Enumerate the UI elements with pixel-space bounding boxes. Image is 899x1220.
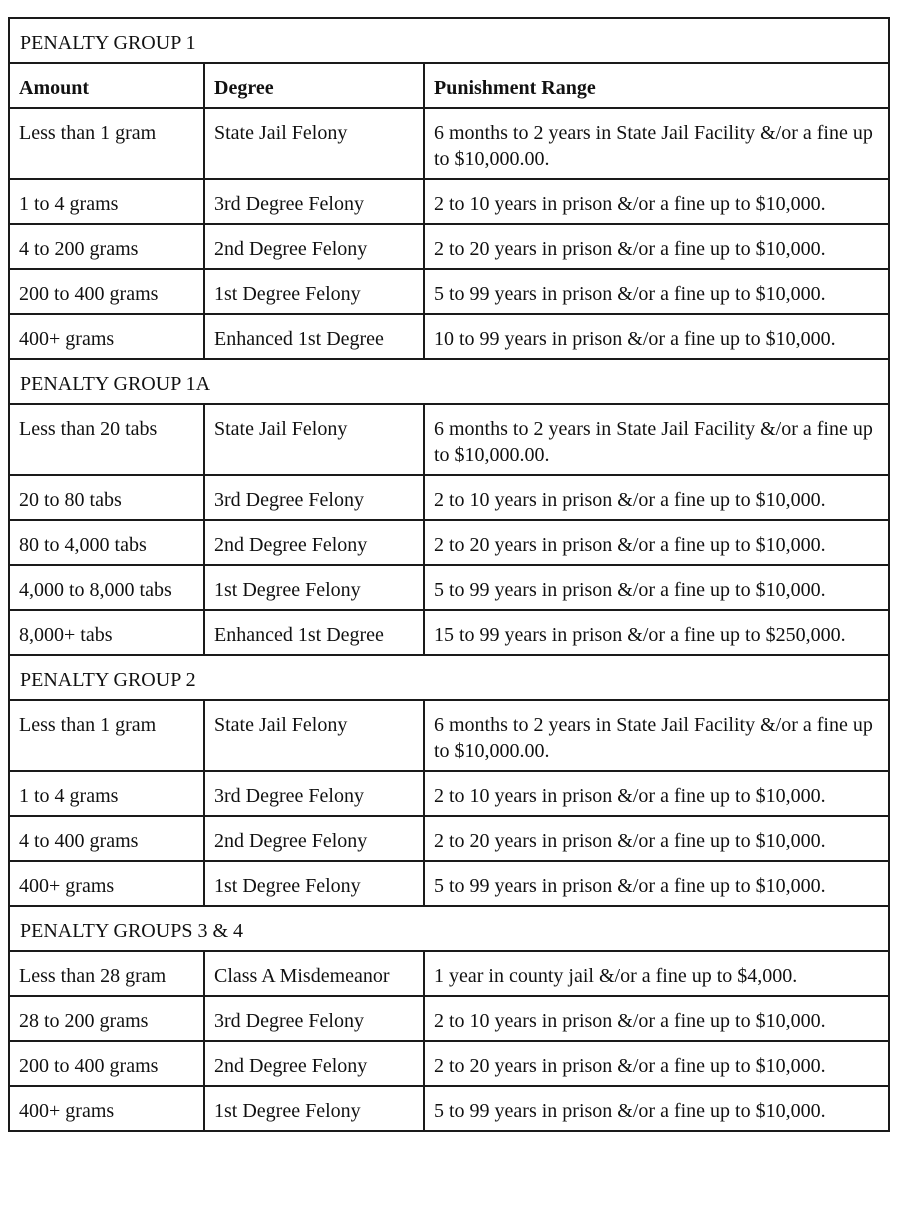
degree-cell: 1st Degree Felony <box>204 565 424 610</box>
amount-cell: 1 to 4 grams <box>9 179 204 224</box>
degree-cell: 1st Degree Felony <box>204 269 424 314</box>
group-title: PENALTY GROUP 1A <box>9 359 889 404</box>
table-row <box>9 224 889 269</box>
table-row <box>9 108 889 179</box>
group-title: PENALTY GROUP 1 <box>9 18 889 63</box>
degree-cell: 2nd Degree Felony <box>204 1041 424 1086</box>
amount-cell: 4 to 200 grams <box>9 224 204 269</box>
degree-cell: State Jail Felony <box>204 700 424 771</box>
punishment-cell: 5 to 99 years in prison &/or a fine up to $10,000. <box>424 861 889 906</box>
table-row <box>9 700 889 771</box>
punishment-cell: 5 to 99 years in prison &/or a fine up to $10,000. <box>424 1086 889 1131</box>
table-row <box>9 314 889 359</box>
table-row <box>9 951 889 996</box>
degree-cell: 3rd Degree Felony <box>204 179 424 224</box>
amount-cell: Less than 1 gram <box>9 700 204 771</box>
degree-cell: 1st Degree Felony <box>204 861 424 906</box>
table-row <box>9 1086 889 1131</box>
punishment-cell: 5 to 99 years in prison &/or a fine up to $10,000. <box>424 565 889 610</box>
punishment-cell: 2 to 20 years in prison &/or a fine up to $10,000. <box>424 816 889 861</box>
group-row-penalty-group-1a <box>9 359 889 404</box>
group-row-penalty-group-2 <box>9 655 889 700</box>
punishment-cell: 2 to 10 years in prison &/or a fine up to $10,000. <box>424 475 889 520</box>
header-row <box>9 63 889 108</box>
table-row <box>9 816 889 861</box>
degree-cell: 2nd Degree Felony <box>204 224 424 269</box>
amount-cell: 20 to 80 tabs <box>9 475 204 520</box>
group-row-penalty-groups-3-4 <box>9 906 889 951</box>
degree-cell: State Jail Felony <box>204 108 424 179</box>
amount-cell: 1 to 4 grams <box>9 771 204 816</box>
punishment-cell: 5 to 99 years in prison &/or a fine up to $10,000. <box>424 269 889 314</box>
header-punishment: Punishment Range <box>424 63 889 108</box>
amount-cell: Less than 28 gram <box>9 951 204 996</box>
table-row <box>9 1041 889 1086</box>
table-row <box>9 179 889 224</box>
punishment-cell: 2 to 20 years in prison &/or a fine up to $10,000. <box>424 224 889 269</box>
degree-cell: Enhanced 1st Degree <box>204 314 424 359</box>
punishment-cell: 2 to 20 years in prison &/or a fine up to $10,000. <box>424 520 889 565</box>
group-title: PENALTY GROUPS 3 & 4 <box>9 906 889 951</box>
table-row <box>9 610 889 655</box>
degree-cell: 2nd Degree Felony <box>204 816 424 861</box>
punishment-cell: 6 months to 2 years in State Jail Facility &/or a fine up to $10,000.00. <box>424 108 889 179</box>
table-row <box>9 565 889 610</box>
amount-cell: 400+ grams <box>9 314 204 359</box>
degree-cell: 3rd Degree Felony <box>204 475 424 520</box>
group-title: PENALTY GROUP 2 <box>9 655 889 700</box>
amount-cell: Less than 1 gram <box>9 108 204 179</box>
degree-cell: 2nd Degree Felony <box>204 520 424 565</box>
degree-cell: Class A Misdemeanor <box>204 951 424 996</box>
degree-cell: 1st Degree Felony <box>204 1086 424 1131</box>
amount-cell: 80 to 4,000 tabs <box>9 520 204 565</box>
punishment-cell: 6 months to 2 years in State Jail Facility &/or a fine up to $10,000.00. <box>424 700 889 771</box>
table-row <box>9 520 889 565</box>
degree-cell: Enhanced 1st Degree <box>204 610 424 655</box>
punishment-cell: 10 to 99 years in prison &/or a fine up to $10,000. <box>424 314 889 359</box>
header-amount: Amount <box>9 63 204 108</box>
penalty-table <box>8 17 890 1132</box>
amount-cell: 200 to 400 grams <box>9 269 204 314</box>
amount-cell: 400+ grams <box>9 861 204 906</box>
punishment-cell: 2 to 10 years in prison &/or a fine up to $10,000. <box>424 179 889 224</box>
punishment-cell: 15 to 99 years in prison &/or a fine up to $250,000. <box>424 610 889 655</box>
table-row <box>9 269 889 314</box>
amount-cell: Less than 20 tabs <box>9 404 204 475</box>
punishment-cell: 6 months to 2 years in State Jail Facility &/or a fine up to $10,000.00. <box>424 404 889 475</box>
table-row <box>9 861 889 906</box>
header-degree: Degree <box>204 63 424 108</box>
table-row <box>9 996 889 1041</box>
group-row-penalty-group-1 <box>9 18 889 63</box>
punishment-cell: 2 to 10 years in prison &/or a fine up to $10,000. <box>424 996 889 1041</box>
amount-cell: 28 to 200 grams <box>9 996 204 1041</box>
amount-cell: 4,000 to 8,000 tabs <box>9 565 204 610</box>
table-row <box>9 404 889 475</box>
punishment-cell: 1 year in county jail &/or a fine up to $4,000. <box>424 951 889 996</box>
table-row <box>9 475 889 520</box>
amount-cell: 4 to 400 grams <box>9 816 204 861</box>
amount-cell: 400+ grams <box>9 1086 204 1131</box>
degree-cell: 3rd Degree Felony <box>204 996 424 1041</box>
punishment-cell: 2 to 20 years in prison &/or a fine up to $10,000. <box>424 1041 889 1086</box>
amount-cell: 8,000+ tabs <box>9 610 204 655</box>
table-row <box>9 771 889 816</box>
degree-cell: 3rd Degree Felony <box>204 771 424 816</box>
amount-cell: 200 to 400 grams <box>9 1041 204 1086</box>
degree-cell: State Jail Felony <box>204 404 424 475</box>
punishment-cell: 2 to 10 years in prison &/or a fine up to $10,000. <box>424 771 889 816</box>
